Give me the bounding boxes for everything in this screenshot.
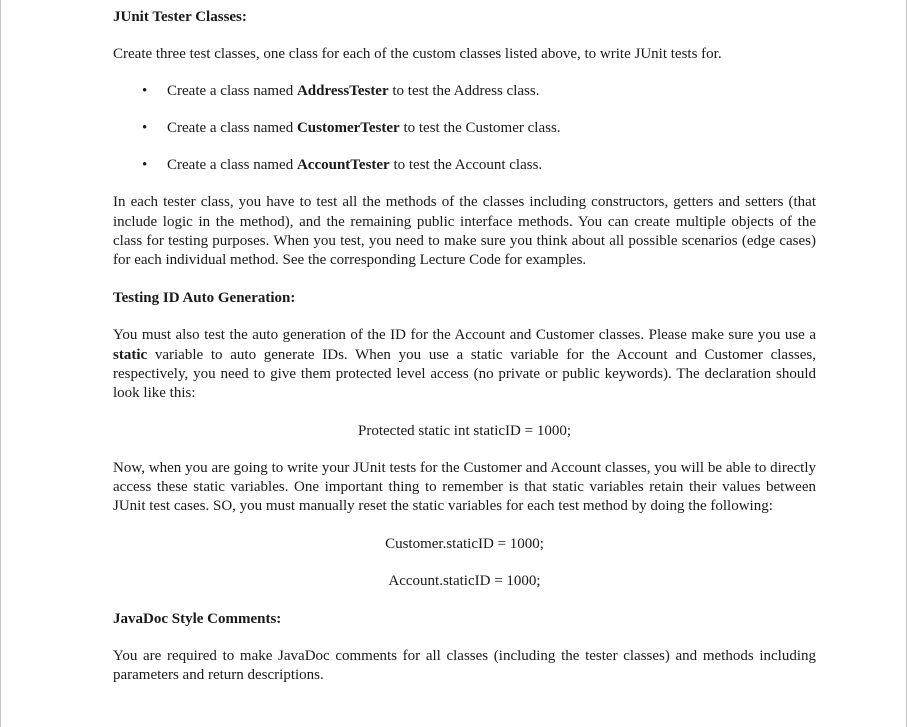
class-name: AddressTester <box>296 83 389 100</box>
static-keyword: static <box>113 346 148 363</box>
autogen-heading: Testing ID Auto Generation: <box>113 290 296 307</box>
tester-class-list <box>113 82 816 175</box>
list-item-text: Create a class named <box>167 83 297 100</box>
bullet-icon: • <box>142 157 148 174</box>
customer-reset-line: Customer.staticID = 1000; <box>385 535 544 552</box>
javadoc-heading: JavaDoc Style Comments: <box>113 610 282 627</box>
class-name: AccountTester <box>296 157 390 174</box>
class-name: CustomerTester <box>296 120 400 137</box>
account-reset-line: Account.staticID = 1000; <box>388 572 541 589</box>
document-content <box>113 8 816 685</box>
bullet-icon: • <box>142 83 148 100</box>
junit-heading: JUnit Tester Classes: <box>113 9 247 25</box>
list-item-text: to test the Address class. <box>388 83 540 100</box>
autogen-paragraph-2: Now, when you are going to write your JUnit tests for the Customer and Account classes, you will be able to directly access these static variables. One important thing to remember is that static variables retain their values between JUnit test cases. SO, you must manually reset the static variables for each test method by doing the following: <box>113 459 816 515</box>
list-item <box>113 119 816 138</box>
list-item-text: Create a class named <box>167 120 297 137</box>
list-item <box>113 82 816 101</box>
bullet-icon: • <box>142 120 148 137</box>
autogen-paragraph-1: You must also test the auto generation of the ID for the Account and Customer classes. Please make sure you use a static variable to auto generate IDs. When you use a static variable for the Account and Customer classes, respectively, you need to give them protected level access (no private or public keywords). The declaration should look like this: <box>113 327 816 402</box>
list-item-text: to test the Customer class. <box>399 120 561 137</box>
static-declaration: Protected static int staticID = 1000; <box>358 422 571 439</box>
list-item <box>113 156 816 175</box>
junit-intro: Create three test classes, one class for each of the custom classes listed above, to write JUnit tests for. <box>113 46 722 62</box>
list-item-text: Create a class named <box>167 157 297 174</box>
list-item-text: to test the Account class. <box>389 157 543 174</box>
junit-body: In each tester class, you have to test all the methods of the classes including constructors, getters and setters (that include logic in the method), and the remaining public interface methods. You can create multiple objects of the class for testing purposes. When you test, you need to make sure you think about all possible scenarios (edge cases) for each individual method. See the corresponding Lecture Code for examples. <box>113 194 816 269</box>
javadoc-body: You are required to make JavaDoc comments for all classes (including the tester classes) and methods including parameters and return descriptions. <box>113 647 816 683</box>
